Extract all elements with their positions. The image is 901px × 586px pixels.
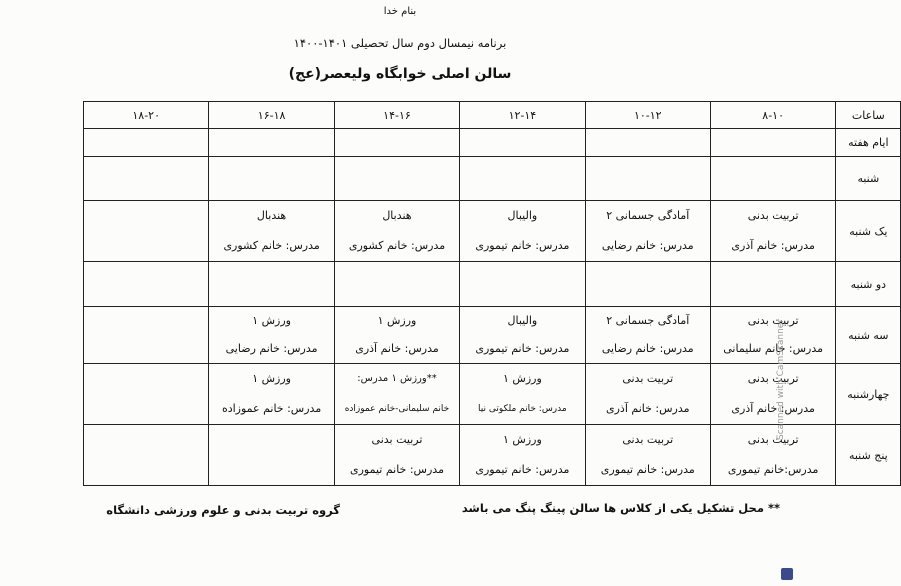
schedule-cell [334, 262, 459, 307]
time-slot-header: ۱۸-۲۰ [84, 102, 209, 129]
schedule-cell [209, 201, 334, 262]
course-name: ورزش ۱ [502, 372, 542, 385]
course-name: آمادگی جسمانی ۲ [606, 314, 690, 327]
schedule-cell [460, 307, 585, 364]
course-name: ورزش ۱ [502, 433, 542, 446]
schedule-cell [209, 262, 334, 307]
day-row-saturday [84, 157, 901, 201]
teacher-name: مدرس: خانم تیموری [475, 342, 570, 355]
course-name: تربیت بدنی [622, 433, 674, 446]
schedule-cell [84, 307, 209, 364]
schedule-cell [585, 262, 710, 307]
time-slot-header: ۱۴-۱۶ [334, 102, 459, 129]
teacher-name: مدرس: خانم سلیمانی [723, 342, 824, 355]
schedule-cell [460, 364, 585, 425]
course-name: ورزش ۱ [377, 314, 417, 327]
schedule-cell [84, 157, 209, 201]
day-label: یک شنبه [836, 201, 901, 262]
teacher-name: مدرس: خانم آذری [355, 342, 439, 355]
day-row-sunday [84, 201, 901, 262]
teacher-name: مدرس: خانم تیموری [475, 463, 570, 476]
teacher-name: مدرس: خانم کشوری [348, 239, 446, 252]
schedule-cell [585, 425, 710, 486]
schedule-cell [585, 307, 710, 364]
teacher-name: مدرس:خانم تیموری [727, 463, 819, 476]
schedule-cell [84, 364, 209, 425]
course-name: هندبال [256, 209, 287, 222]
course-name: آمادگی جسمانی ۲ [606, 209, 690, 222]
teacher-name: مدرس: خانم رضایی [225, 342, 318, 355]
day-label: پنج شنبه [836, 425, 901, 486]
time-slot-row [84, 102, 901, 129]
schedule-cell [334, 157, 459, 201]
schedule-cell [460, 262, 585, 307]
course-name: تربیت بدنی [747, 209, 799, 222]
teacher-name: مدرس: خانم آذری [606, 402, 690, 415]
schedule-cell [84, 425, 209, 486]
day-label: چهارشنبه [836, 364, 901, 425]
course-name: والیبال [507, 314, 538, 327]
hours-corner-label: ساعات [836, 102, 901, 129]
course-name: هندبال [382, 209, 412, 222]
teacher-name: مدرس: خانم آذری [731, 239, 815, 252]
schedule-cell [84, 201, 209, 262]
course-name: ورزش ۱ [252, 314, 291, 327]
weekdays-corner-label: ایام هفته [836, 129, 901, 157]
course-name: ورزش ۱ [252, 372, 291, 385]
teacher-name: مدرس: خانم ملکوتی نیا [478, 404, 567, 414]
schedule-cell [585, 364, 710, 425]
course-name: تربیت بدنی [747, 372, 799, 385]
time-slot-header: ۱۶-۱۸ [209, 102, 334, 129]
course-name: تربیت بدنی [747, 433, 799, 446]
teacher-name: خانم سلیمانی-خانم عموزاده [344, 404, 450, 414]
schedule-cell [710, 425, 835, 486]
footnote: ** محل تشکیل یکی از کلاس ها سالن پینگ پنگ می باشد [461, 501, 780, 515]
teacher-name: مدرس: خانم کشوری [223, 239, 320, 252]
schedule-cell [460, 201, 585, 262]
schedule-cell [710, 201, 835, 262]
teacher-name: مدرس: خانم تیموری [349, 463, 444, 476]
schedule-cell [710, 157, 835, 201]
day-label: سه شنبه [836, 307, 901, 364]
time-slot-header: ۸-۱۰ [710, 102, 835, 129]
weekday-header-row [84, 129, 901, 157]
schedule-cell [209, 425, 334, 486]
schedule-cell [710, 307, 835, 364]
schedule-cell [334, 364, 459, 425]
teacher-name: مدرس: خانم تیموری [600, 463, 695, 476]
camscanner-watermark: Scanned with CamScanner [776, 318, 786, 440]
hall-title: سالن اصلی خوابگاه ولیعصر(عج) [288, 66, 512, 82]
teacher-name: مدرس: خانم رضایی [601, 239, 694, 252]
schedule-cell [585, 157, 710, 201]
teacher-name: مدرس: خانم رضایی [601, 342, 694, 355]
time-slot-header: ۱۲-۱۴ [460, 102, 585, 129]
teacher-name: مدرس: خانم تیموری [475, 239, 570, 252]
schedule-cell [209, 157, 334, 201]
schedule-cell [209, 307, 334, 364]
course-name: تربیت بدنی [747, 314, 799, 327]
course-name: **ورزش ۱ مدرس: [357, 373, 437, 384]
course-name: تربیت بدنی [622, 372, 674, 385]
schedule-cell [710, 262, 835, 307]
schedule-cell [334, 201, 459, 262]
schedule-cell [460, 157, 585, 201]
camscanner-logo-icon [781, 568, 793, 580]
time-slot-header: ۱۰-۱۲ [585, 102, 710, 129]
course-name: تربیت بدنی [371, 433, 423, 446]
day-label: دو شنبه [836, 262, 901, 307]
schedule-cell [334, 307, 459, 364]
schedule-cell [334, 425, 459, 486]
day-label: شنبه [836, 157, 901, 201]
teacher-name: مدرس: خانم آذری [731, 402, 815, 415]
program-title: برنامه نیمسال دوم سال تحصیلی ۱۴۰۱-۱۴۰۰ [293, 36, 507, 50]
course-name: والیبال [507, 209, 538, 222]
department-signature: گروه تربیت بدنی و علوم ورزشی دانشگاه [106, 503, 340, 517]
schedule-cell [84, 262, 209, 307]
teacher-name: مدرس: خانم عموزاده [221, 402, 322, 415]
schedule-cell [585, 201, 710, 262]
schedule-cell [209, 364, 334, 425]
schedule-cell [460, 425, 585, 486]
schedule-cell [710, 364, 835, 425]
basmala-heading: بنام خدا [383, 6, 417, 17]
